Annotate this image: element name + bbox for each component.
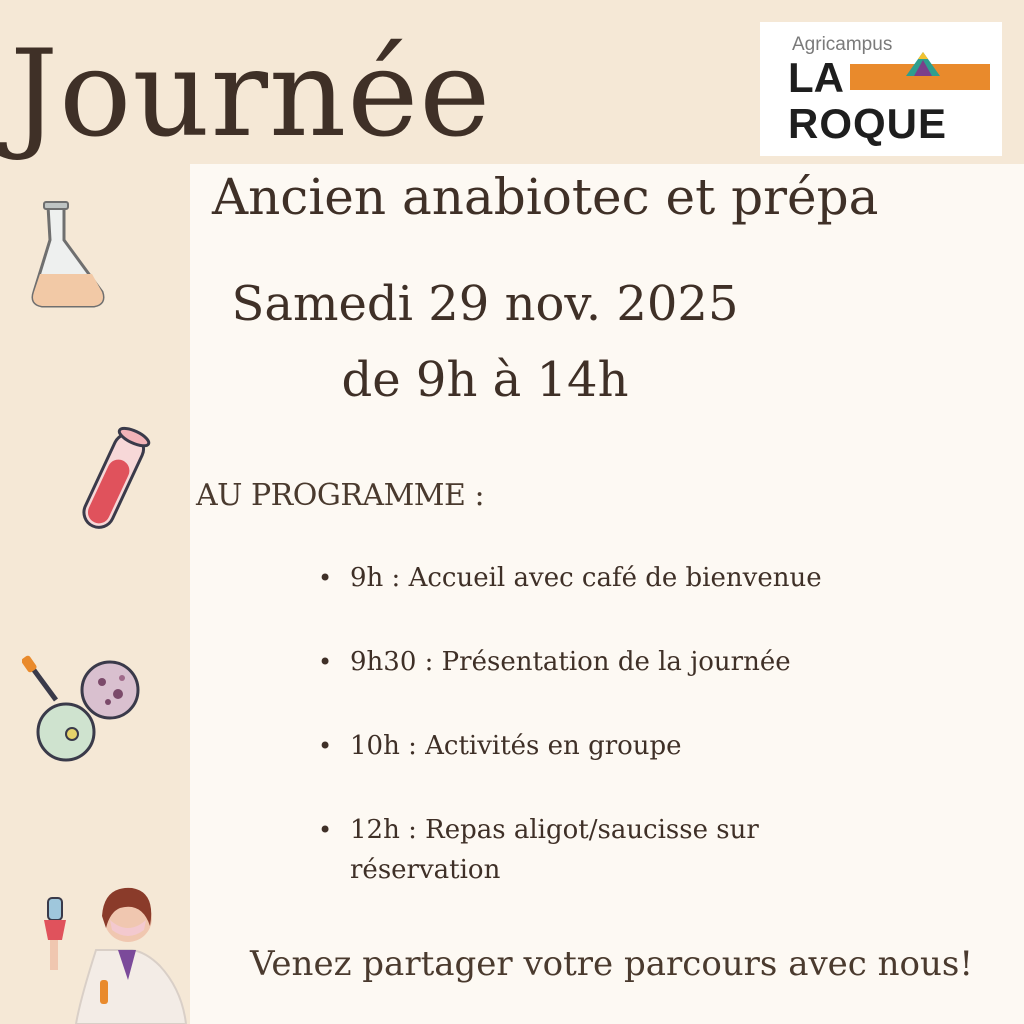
list-item: • 10h : Activités en groupe <box>312 726 952 766</box>
footer-text: Venez partager votre parcours avec nous! <box>250 944 974 984</box>
petri-dish-icon <box>22 654 142 766</box>
agricampus-logo <box>760 22 1002 156</box>
list-item: • 12h : Repas aligot/saucisse sur réservation <box>312 810 770 890</box>
page-title: Journée <box>10 25 492 164</box>
logo-triangle-icon <box>906 52 940 76</box>
event-date: Samedi 29 nov. 2025 <box>231 276 739 332</box>
event-time: de 9h à 14h <box>341 352 629 408</box>
logo-brand-small: Agricampus <box>792 34 893 55</box>
test-tube-icon <box>70 424 154 540</box>
page-subtitle: Ancien anabiotec et prépa <box>212 168 879 226</box>
logo-line-2: ROQUE <box>788 100 948 147</box>
program-heading: AU PROGRAMME : <box>196 478 485 513</box>
list-item: • 9h : Accueil avec café de bienvenue <box>312 558 952 598</box>
flask-icon <box>26 200 112 312</box>
program-list <box>312 558 952 890</box>
logo-line-1: LA <box>788 54 844 101</box>
scientist-illustration <box>36 880 190 1024</box>
list-item: • 9h30 : Présentation de la journée <box>312 642 952 682</box>
